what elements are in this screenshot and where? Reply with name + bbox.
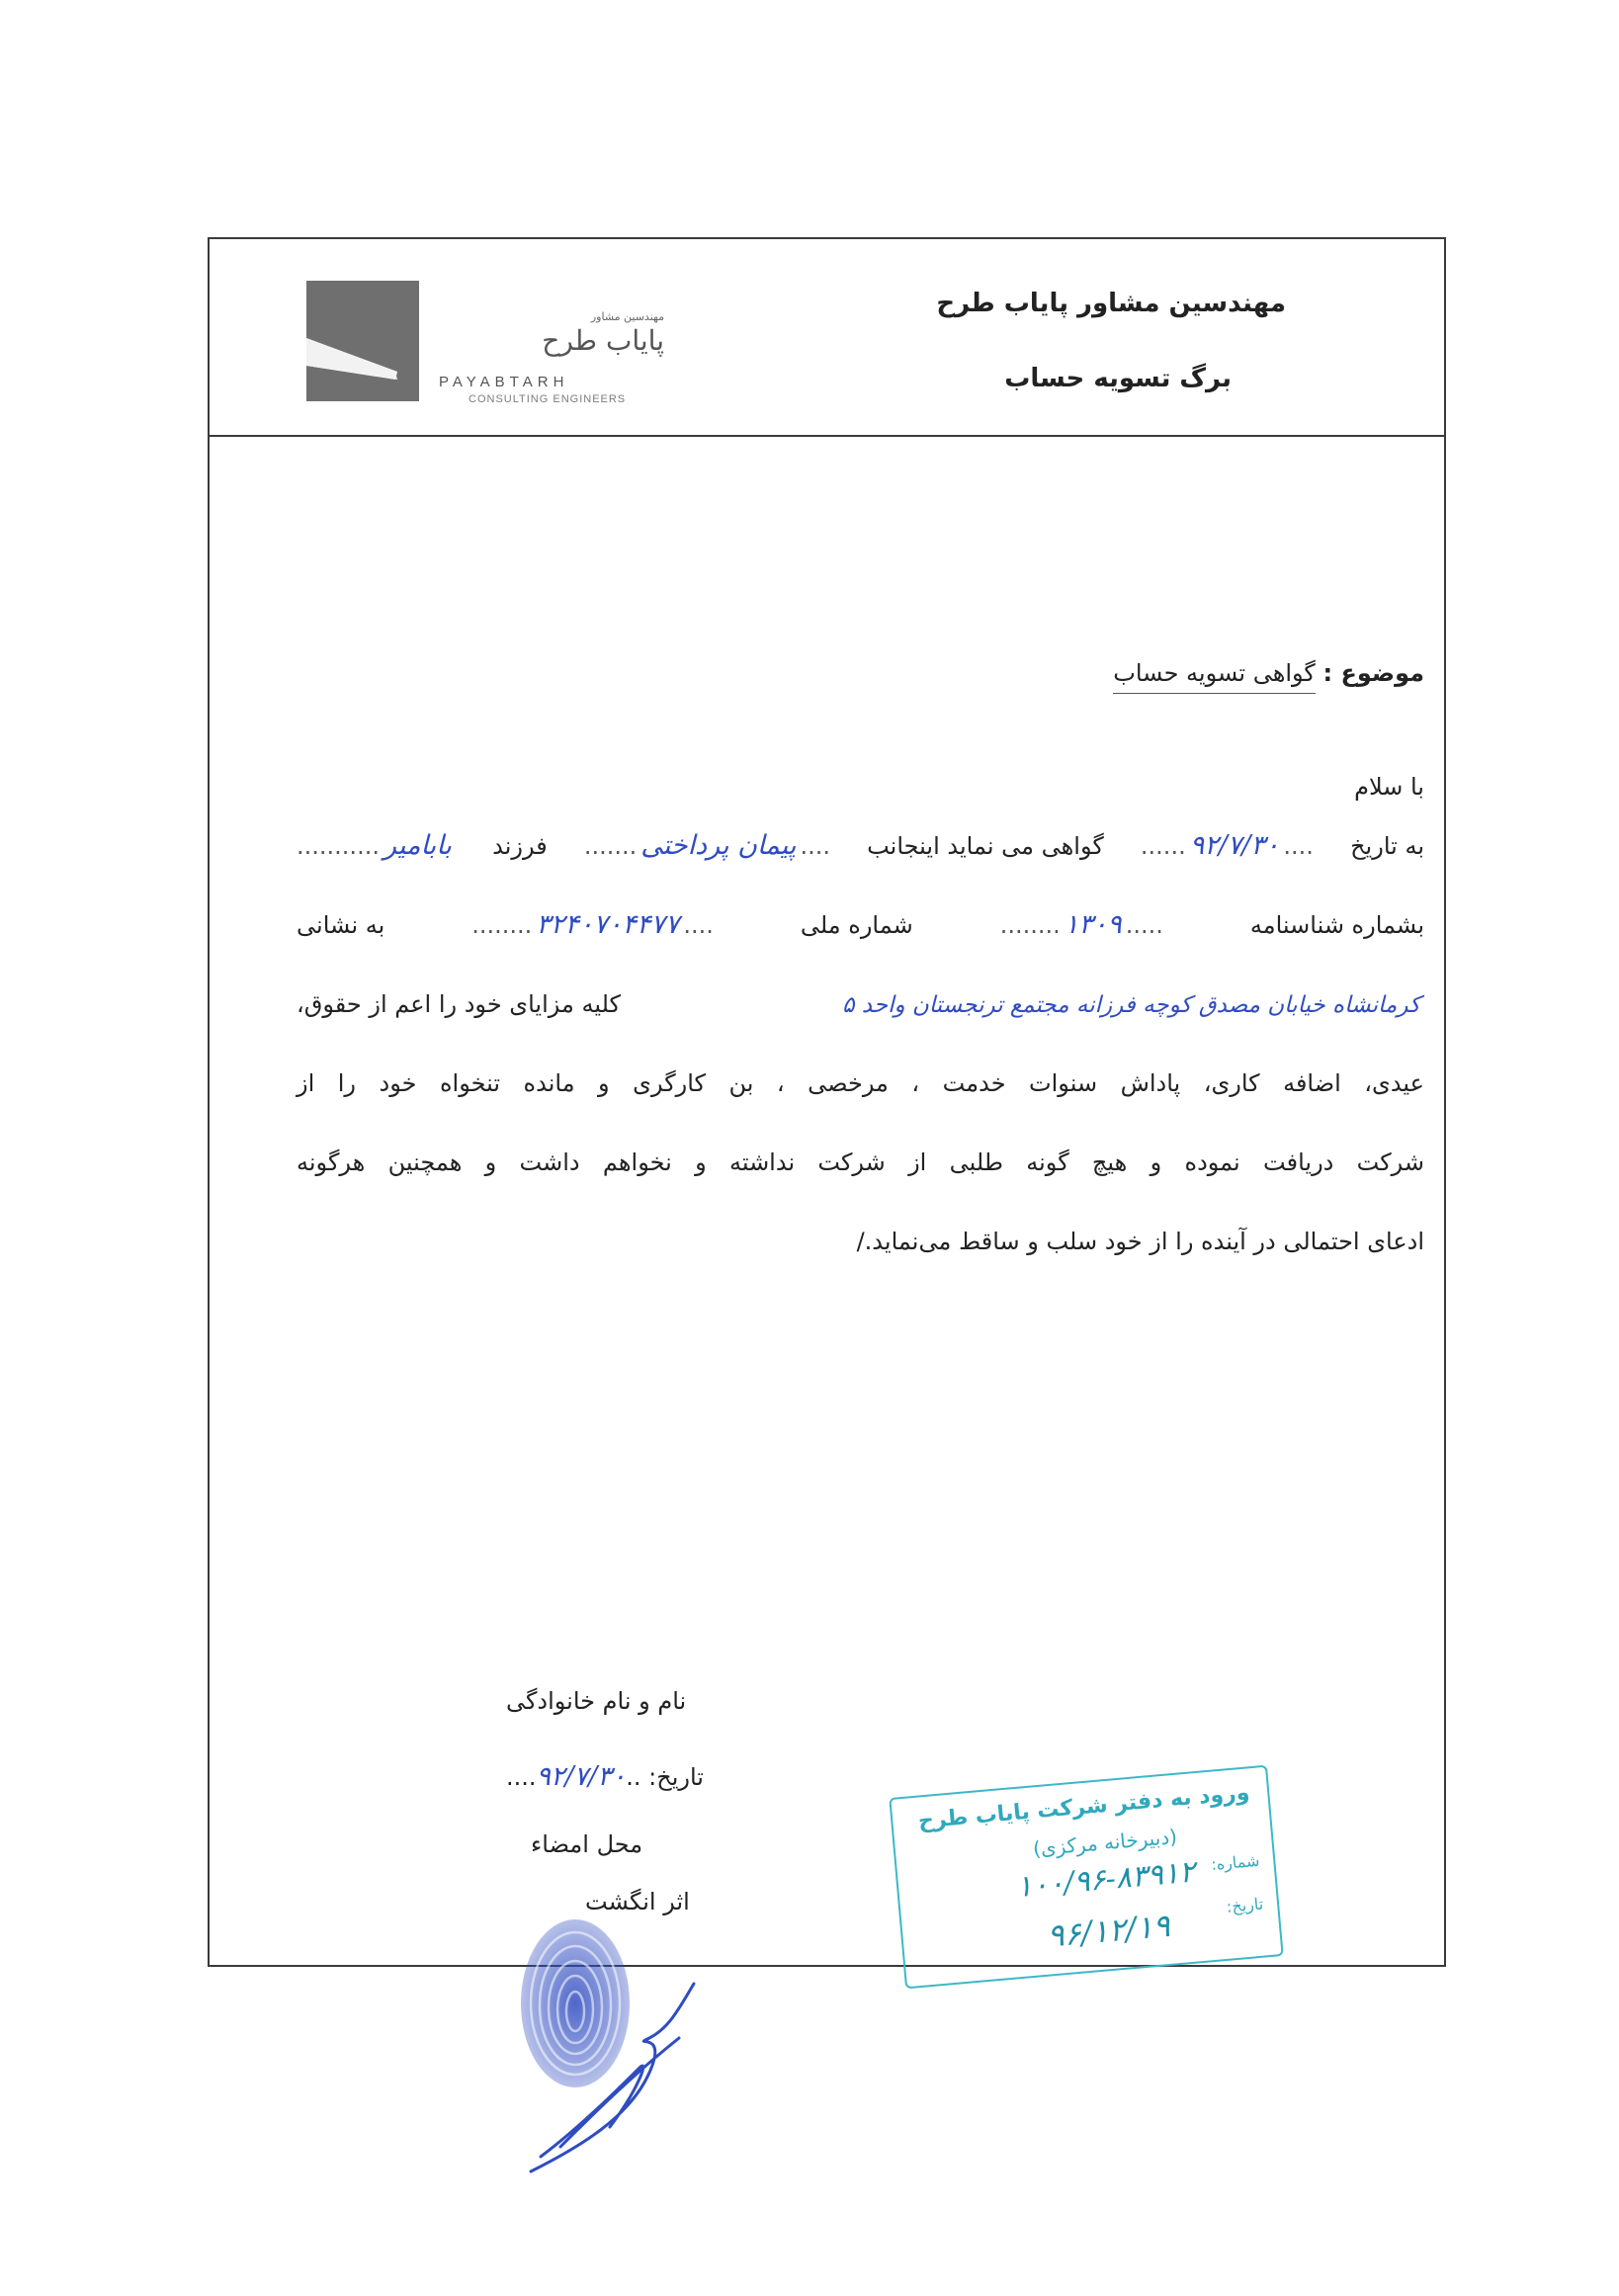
stamp-date-value: ۹۶/۱۲/۱۹ (1045, 1906, 1172, 1955)
stamp-number-label: شماره: (1210, 1850, 1261, 1874)
signature-label: محل امضاء (531, 1830, 643, 1858)
body-line1-date: ۹۲/۷/۳۰ (1189, 830, 1280, 861)
header-divider (210, 435, 1444, 437)
body-line1-b: گواهی می نماید اینجانب (867, 832, 1104, 860)
date-value: ۹۲/۷/۳۰ (536, 1761, 627, 1792)
body-line2-c: به نشانی (297, 911, 385, 939)
stamp-title: ورود به دفتر شرکت پایاب طرح (917, 1780, 1251, 1834)
body-line2-a: بشماره شناسنامه (1249, 911, 1424, 939)
subject-value: گواهی تسویه حساب (1113, 659, 1316, 694)
stamp-subtitle: (دبیرخانه مرکزی) (1032, 1824, 1178, 1861)
stamp-date-label: تاریخ: (1226, 1894, 1264, 1916)
body-line1-a: به تاریخ (1350, 832, 1424, 860)
body-line1-c: فرزند (492, 832, 548, 860)
body-line2-id: ۱۳۰۹ (1064, 909, 1122, 940)
body-line1-name: پیمان پرداختی (640, 830, 797, 861)
body-line3-rest: کلیه مزایای خود را اعم از حقوق، (297, 990, 621, 1018)
body-line2-b: شماره ملی (800, 911, 913, 939)
stamp-number-value: ۱۰۰/۹۶-۸۳۹۱۲ (1014, 1854, 1197, 1906)
name-label: نام و نام خانوادگی (506, 1687, 687, 1715)
registration-stamp (889, 1765, 1283, 1990)
logo-en-sub: CONSULTING ENGINEERS (469, 393, 627, 405)
subject-label: موضوع : (1322, 659, 1424, 687)
form-title: برگ تسویه حساب (1004, 364, 1232, 393)
body-line3-address: کرمانشاه خیابان مصدق کوچه فرزانه مجتمع ترنجستان واحد ۵ (842, 992, 1420, 1018)
company-name: مهندسین مشاور پایاب طرح (936, 289, 1286, 318)
date-label: تاریخ: (648, 1763, 704, 1791)
logo-en: PAYABTARH (439, 374, 569, 390)
body-line-5: شرکت دریافت نموده و هیچ گونه طلبی از شرکت نداشته و نخواهم داشت و همچنین هرگونه (297, 1148, 1424, 1176)
body-line-3 (297, 990, 1424, 1034)
signature-icon (521, 1979, 719, 2176)
logo-fa: پایاب طرح (542, 324, 664, 357)
body-line2-national-id: ۳۲۴۰۷۰۴۴۷۷ (536, 909, 680, 940)
date-line: تاریخ: ..۹۲/۷/۳۰.... (506, 1761, 704, 1792)
body-line1-father: بابامیر (383, 830, 452, 861)
thumbprint-label: اثر انگشت (585, 1888, 690, 1915)
form-frame (208, 237, 1446, 1967)
company-logo-icon (306, 281, 419, 401)
body-line-4: عیدی، اضافه کاری، پاداش سنوات خدمت ، مرخصی ، بن کارگری و مانده تنخواه خود را از (297, 1069, 1424, 1097)
subject-line (1113, 659, 1424, 687)
body-line-2: بشماره شناسنامه .....۱۳۰۹........ شماره ملی ....۳۲۴۰۷۰۴۴۷۷........ به نشانی (297, 909, 1424, 940)
salutation: با سلام (1354, 773, 1424, 801)
body-line-1: به تاریخ ....۹۲/۷/۳۰...... گواهی می نماید اینجانب ....پیمان پرداختی....... فرزند بابامیر........... (297, 830, 1424, 861)
logo-fa-small: مهندسین مشاور (590, 310, 664, 323)
body-line-6: ادعای احتمالی در آینده را از خود سلب و ساقط می‌نماید./ (856, 1228, 1424, 1255)
